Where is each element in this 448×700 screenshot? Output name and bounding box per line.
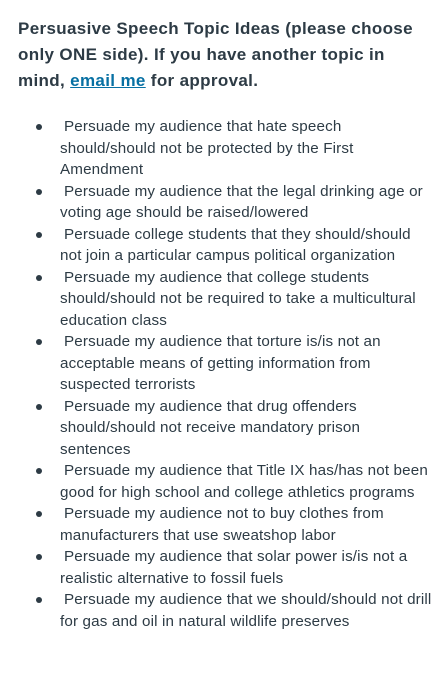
topic-text: Persuade my audience that hate speech should/should not be protected by the First Amendment [60, 118, 354, 178]
bullet-icon [36, 597, 42, 603]
list-item [60, 331, 432, 396]
list-item [60, 267, 432, 332]
topic-text: Persuade my audience that Title IX has/has not been good for high school and college athletics programs [60, 462, 428, 501]
topic-text: Persuade my audience that solar power is/is not a realistic alternative to fossil fuels [60, 548, 408, 587]
topic-text: Persuade my audience that college students should/should not be required to take a multicultural education class [60, 268, 416, 329]
list-item [60, 396, 432, 461]
topic-text: Persuade my audience that drug offenders should/should not receive mandatory prison sentences [60, 397, 361, 458]
topic-text: Persuade my audience that torture is/is not an acceptable means of getting information from suspected terrorists [60, 333, 381, 393]
list-item [60, 589, 432, 632]
bullet-icon [36, 404, 42, 410]
topic-list [18, 116, 432, 632]
list-item [60, 503, 432, 546]
topic-text: Persuade my audience that we should/should not drill for gas and oil in natural wildlife preserves [60, 591, 432, 630]
bullet-icon [36, 511, 42, 517]
bullet-icon [36, 124, 42, 130]
bullet-icon [36, 339, 42, 345]
bullet-icon [36, 275, 42, 281]
intro-paragraph [18, 16, 432, 94]
list-item [60, 181, 432, 224]
topic-text: Persuade my audience not to buy clothes from manufacturers that use sweatshop labor [60, 505, 384, 544]
bullet-icon [36, 468, 42, 474]
email-link[interactable]: email me [70, 71, 146, 90]
intro-text-end: for approval. [145, 71, 259, 90]
bullet-icon [36, 554, 42, 560]
topic-text: Persuade college students that they should/should not join a particular campus political organization [60, 225, 411, 264]
list-item [60, 116, 432, 181]
topic-text: Persuade my audience that the legal drinking age or voting age should be raised/lowered [60, 182, 423, 221]
bullet-icon [36, 232, 42, 238]
list-item [60, 224, 432, 267]
intro-text: Persuasive Speech Topic Ideas (please choose only ONE side). If you have another topic in mind, [18, 19, 413, 90]
list-item [60, 460, 432, 503]
bullet-icon [36, 189, 42, 195]
list-item [60, 546, 432, 589]
